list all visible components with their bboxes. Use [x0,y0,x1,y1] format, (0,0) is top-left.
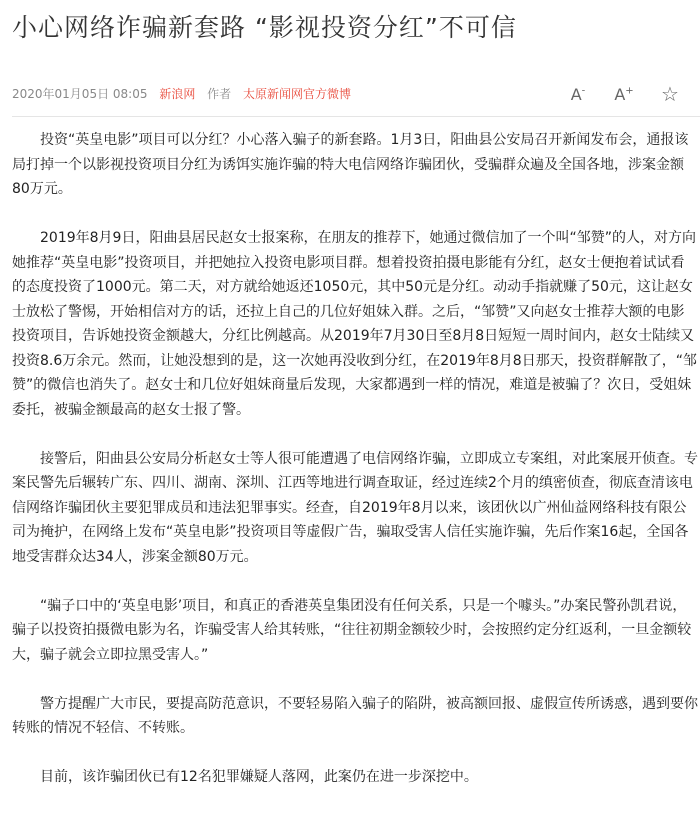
paragraph: 2019年8月9日，阳曲县居民赵女士报案称，在朋友的推荐下，她通过微信加了一个叫“邹赞”的人，对方向她推荐“英皇电影”投资项目，并把她拉入投资电影项目群。想着投资拍摄电影能有分红，赵女士便抱着试试看的态度投资了1000元。第二天，对方就给她返还1050元，其中50元是分红。动动手指就赚了50元，这让赵女士放松了警惕，开始相信对方的话，还拉上自己的几位好姐妹入群。之后，“邹赞”又向赵女士推荐大额的电影投资项目，告诉她投资金额越大，分红比例越高。从2019年7月30日至8月8日短短一周时间内，赵女士陆续又投资8.6万余元。然而，让她没想到的是，这一次她再没收到分红，在2019年8月8日那天，投资群解散了，“邹赞”的微信也消失了。赵女士和几位好姐妹商量后发现，大家都遇到一样的情况，难道是被骗了？次日，受姐妹委托，被骗金额最高的赵女士报了警。 [12,230,697,418]
font-increase-icon[interactable]: A+ [614,84,634,104]
article-title: 小心网络诈骗新套路 “影视投资分红”不可信 [12,13,517,42]
paragraph: 投资“英皇电影”项目可以分红？小心落入骗子的新套路。1月3日，阳曲县公安局召开新闻发布会，通报该局打掉一个以影视投资项目分红为诱饵实施诈骗的特大电信网络诈骗团伙，受骗群众遍及全国各地，涉案金额80万元。 [12,132,689,197]
font-decrease-icon[interactable]: A- [570,84,586,104]
author-link[interactable]: 太原新闻网官方微博 [243,87,352,101]
publish-date: 2020年01月05日 08:05 [12,87,148,101]
paragraph: 接警后，阳曲县公安局分析赵女士等人很可能遭遇了电信网络诈骗，立即成立专案组，对此案展开侦查。专案民警先后辗转广东、四川、湖南、深圳、江西等地进行调查取证，经过连续2个月的缜密侦查，彻底查清该电信网络诈骗团伙主要犯罪成员和违法犯罪事实。经查，自2019年8月以来，该团伙以广州仙益网络科技有限公司为掩护，在网络上发布“英皇电影”投资项目等虚假广告，骗取受害人信任实施诈骗，先后作案16起，全国各地受害群众达34人，涉案金额80万元。 [12,450,698,565]
divider [12,116,700,117]
paragraph: 警方提醒广大市民，要提高防范意识，不要轻易陷入骗子的陷阱，被高额回报、虚假宣传所诱惑，遇到要你转账的情况不轻信、不转账。 [12,695,698,736]
star-icon[interactable]: ☆ [661,82,679,106]
paragraph: 目前，该诈骗团伙已有12名犯罪嫌疑人落网，此案仍在进一步深挖中。 [40,769,478,785]
paragraph: “骗子口中的‘英皇电影’项目，和真正的香港英皇集团没有任何关系，只是一个噱头。”办案民警孙凯君说，骗子以投资拍摄微电影为名，诈骗受害人给其转账，“往往初期金额较少时，会按照约定分红返利，一旦金额较大，骗子就会立即拉黑受害人。” [12,597,692,663]
source-link[interactable]: 新浪网 [159,87,196,101]
article-body [12,128,698,814]
article-toolbar [564,80,684,108]
author-label: 作者 [207,87,232,101]
